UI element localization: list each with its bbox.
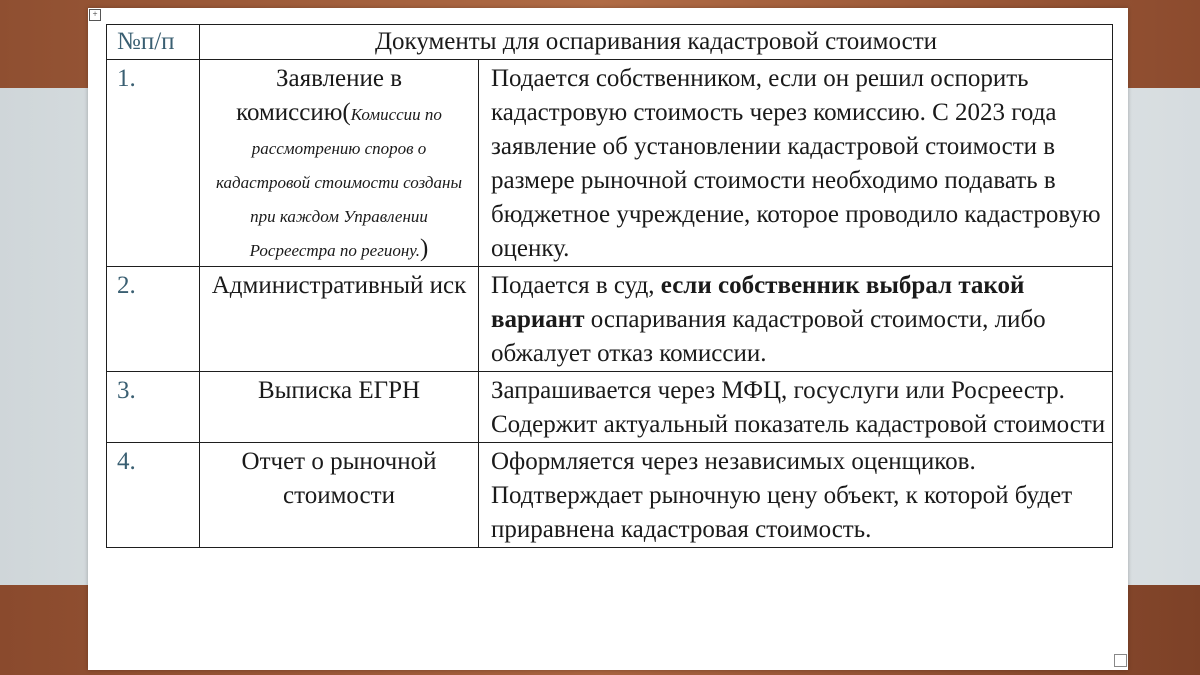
note-close-paren: ) (420, 235, 429, 262)
table-row (107, 60, 1113, 267)
row-number: 1. (107, 60, 200, 267)
description-text: оспаривания кадастровой стоимости, либо обжалует отказ комиссии. (491, 306, 1046, 367)
table-row (107, 372, 1113, 443)
table-resize-handle-icon[interactable] (1114, 654, 1127, 667)
document-name: Отчет о рыночной стоимости (200, 443, 479, 548)
document-name-note: Комиссии по рассмотрению споров о кадастровой стоимости созданы при каждом Управлении Росреестра по региону. (216, 105, 462, 260)
description-bold-text: если собственник выбрал такой вариант (491, 272, 1025, 333)
document-description: Запрашивается через МФЦ, госуслуги или Росреестр. Содержит актуальный показатель кадастровой стоимости (479, 372, 1113, 443)
document-description (479, 267, 1113, 372)
document-page (88, 8, 1128, 670)
table-header-row (107, 25, 1113, 60)
table-move-handle-icon[interactable]: + (89, 9, 101, 21)
header-number: №п/п (107, 25, 200, 60)
documents-table (106, 24, 1113, 548)
description-text: Подается в суд, (491, 272, 661, 299)
document-description: Оформляется через независимых оценщиков. Подтверждает рыночную цену объект, к которой будет приравнена кадастровая стоимость. (479, 443, 1113, 548)
note-open-paren: ( (342, 99, 351, 126)
document-description: Подается собственником, если он решил оспорить кадастровую стоимость через комиссию. С 2023 года заявление об установлении кадастровой стоимости в размере рыночной стоимости необходимо подавать в бюджетное учреждение, которое проводило кадастровую оценку. (479, 60, 1113, 267)
table-row (107, 267, 1113, 372)
document-name: Выписка ЕГРН (200, 372, 479, 443)
table-row (107, 443, 1113, 548)
document-name: Административный иск (200, 267, 479, 372)
row-number: 3. (107, 372, 200, 443)
row-number: 4. (107, 443, 200, 548)
document-name: Заявление в комиссию (236, 65, 403, 126)
document-name-cell (200, 60, 479, 267)
row-number: 2. (107, 267, 200, 372)
header-title: Документы для оспаривания кадастровой стоимости (200, 25, 1113, 60)
